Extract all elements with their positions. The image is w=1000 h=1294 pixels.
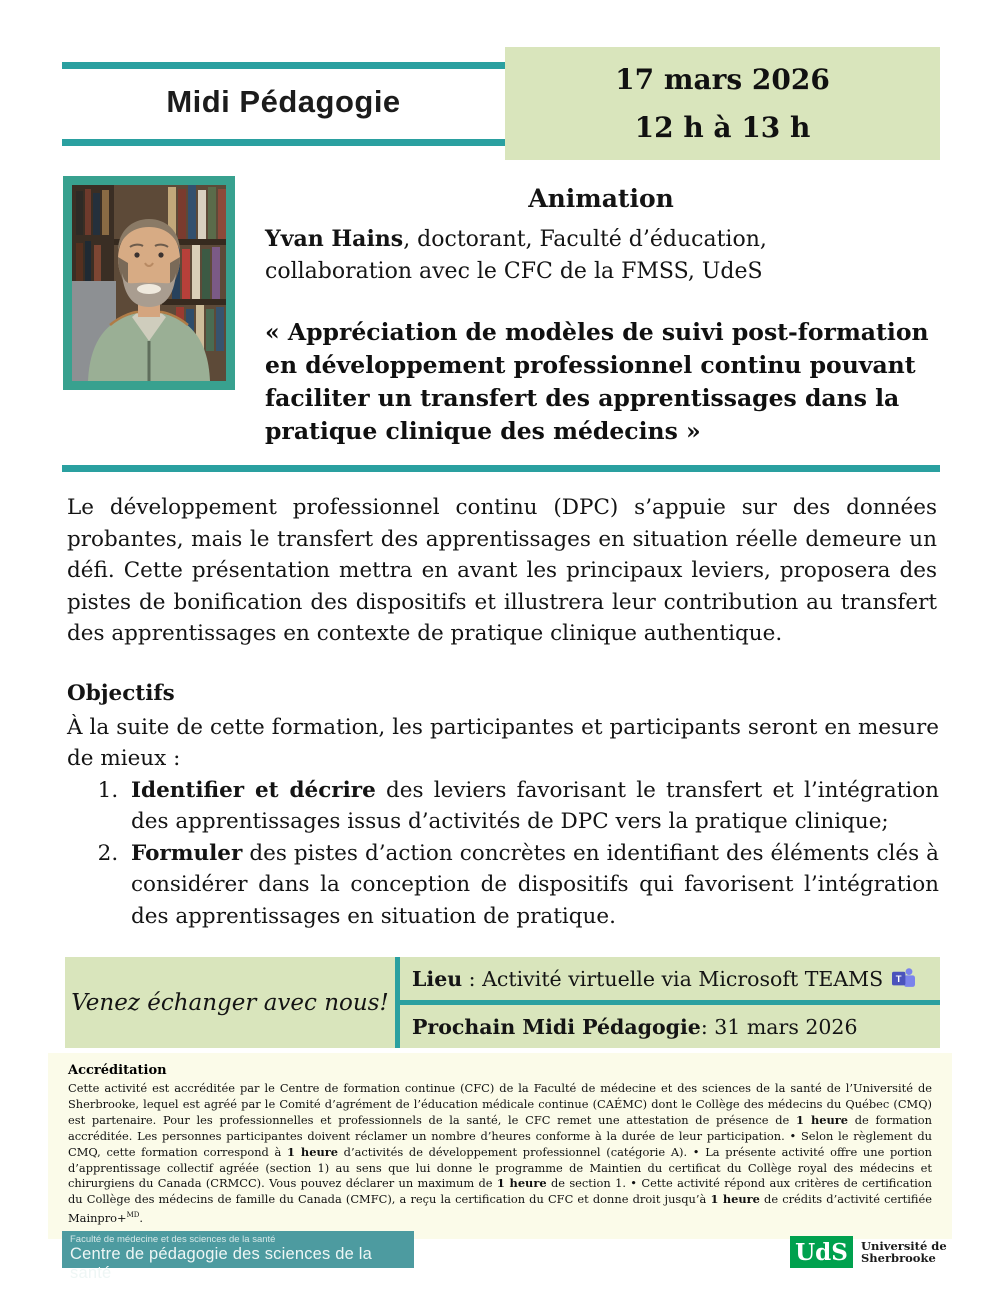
location-row bbox=[400, 957, 940, 1000]
uds-logo bbox=[790, 1236, 947, 1268]
speaker-line-2: collaboration avec le CFC de la FMSS, UdeS bbox=[265, 259, 763, 284]
animation-heading: Animation bbox=[528, 184, 674, 213]
session-description: Le développement professionnel continu (DPC) s’appuie sur des données probantes, mais le transfert des apprentissages en situation réelle demeure un défi. Cette présentation mettra en avant les principaux leviers, proposera des pistes de bonification des dispositifs et illustrera leur contribution au transfert des apprentissages en contexte de pratique clinique authentique. bbox=[67, 495, 937, 646]
uds-logo-mark: UdS bbox=[790, 1236, 853, 1268]
date-box bbox=[505, 47, 940, 160]
objectives-list bbox=[67, 775, 939, 933]
event-time: 12 h à 13 h bbox=[634, 111, 811, 145]
objectives-section bbox=[67, 678, 939, 932]
accreditation-box bbox=[48, 1053, 952, 1239]
university-name-line2: Sherbrooke bbox=[861, 1251, 936, 1265]
header-rule-top bbox=[62, 62, 505, 69]
speaker-line-1: Yvan Hains, doctorant, Faculté d’éducation, bbox=[265, 226, 767, 252]
header-rule-bottom bbox=[62, 139, 505, 146]
university-name bbox=[861, 1240, 947, 1265]
objectives-heading: Objectifs bbox=[67, 681, 175, 706]
objective-item: 1. Identifier et décrire des leviers favorisant le transfert et l’intégration des apprentissages issus d’activités de DPC vers la pratique clinique; bbox=[125, 775, 939, 838]
footer-center: Centre de pédagogie des sciences de la santé bbox=[70, 1245, 373, 1282]
university-name-line1: Université de bbox=[861, 1238, 947, 1253]
speaker-photo-frame bbox=[63, 176, 235, 390]
speaker-photo bbox=[72, 185, 226, 381]
objective-item: 2. Formuler des pistes d’action concrètes en identifiant des éléments clés à considérer dans la conception de dispositifs qui favorisent l’intégration des apprentissages en situation de pratique. bbox=[125, 838, 939, 933]
footer-banner bbox=[62, 1231, 414, 1282]
objectives-intro: À la suite de cette formation, les participantes et participants seront en mesure de mieux : bbox=[67, 714, 939, 771]
contact-banner bbox=[65, 957, 940, 1048]
session-title-quote: « Appréciation de modèles de suivi post-formation en développement professionnel continu pouvant faciliter un transfert des apprentissages dans la pratique clinique des médecins » bbox=[265, 318, 929, 445]
tagline: Venez échanger avec nous! bbox=[65, 957, 395, 1048]
footer-faculty: Faculté de médecine et des sciences de la santé bbox=[70, 1234, 276, 1245]
next-session-row: Prochain Midi Pédagogie : 31 mars 2026 bbox=[400, 1005, 940, 1048]
section-divider-rule bbox=[62, 465, 940, 472]
accreditation-heading: Accréditation bbox=[68, 1063, 167, 1078]
location-text: Lieu : Activité virtuelle via Microsoft TEAMS bbox=[412, 966, 884, 991]
svg-text:T: T bbox=[895, 974, 902, 985]
event-title: Midi Pédagogie bbox=[166, 84, 401, 119]
accreditation-body: Cette activité est accréditée par le Centre de formation continue (CFC) de la Faculté de médecine et des sciences de la santé de l’Université de Sherbrooke, lequel est agréé par le Comité d’agrément de l’éducation médicale continue (CAÉMC) dont le Collège des médecins du Québec (CMQ) est partenaire. Pour les professionnelles et professionnels de la santé, le CFC remet une attestation de présence de 1 heure de formation accréditée. Les personnes participantes doivent réclamer un nombre d’heures conforme à la durée de leur participation. • Selon le règlement du CMQ, cette formation correspond à 1 heure d’activités de développement professionnel (catégorie A). • La présente activité offre une portion d’apprentissage collectif agréée (section 1) au sens que lui donne le programme de Maintien du certificat du Collège royal des médecins et chirurgiens du Canada (CRMCC). Vous pouvez déclarer un maximum de 1 heure de section 1. • Cette activité répond aux critères de certification du Collège des médecins de famille du Canada (CMFC), a reçu la certification du CFC et donne droit jusqu’à 1 heure de crédits d’activité certifiée Mainpro+$^{MD}$. bbox=[68, 1081, 933, 1226]
event-date: 17 mars 2026 bbox=[615, 62, 830, 96]
microsoft-teams-icon bbox=[891, 967, 916, 990]
